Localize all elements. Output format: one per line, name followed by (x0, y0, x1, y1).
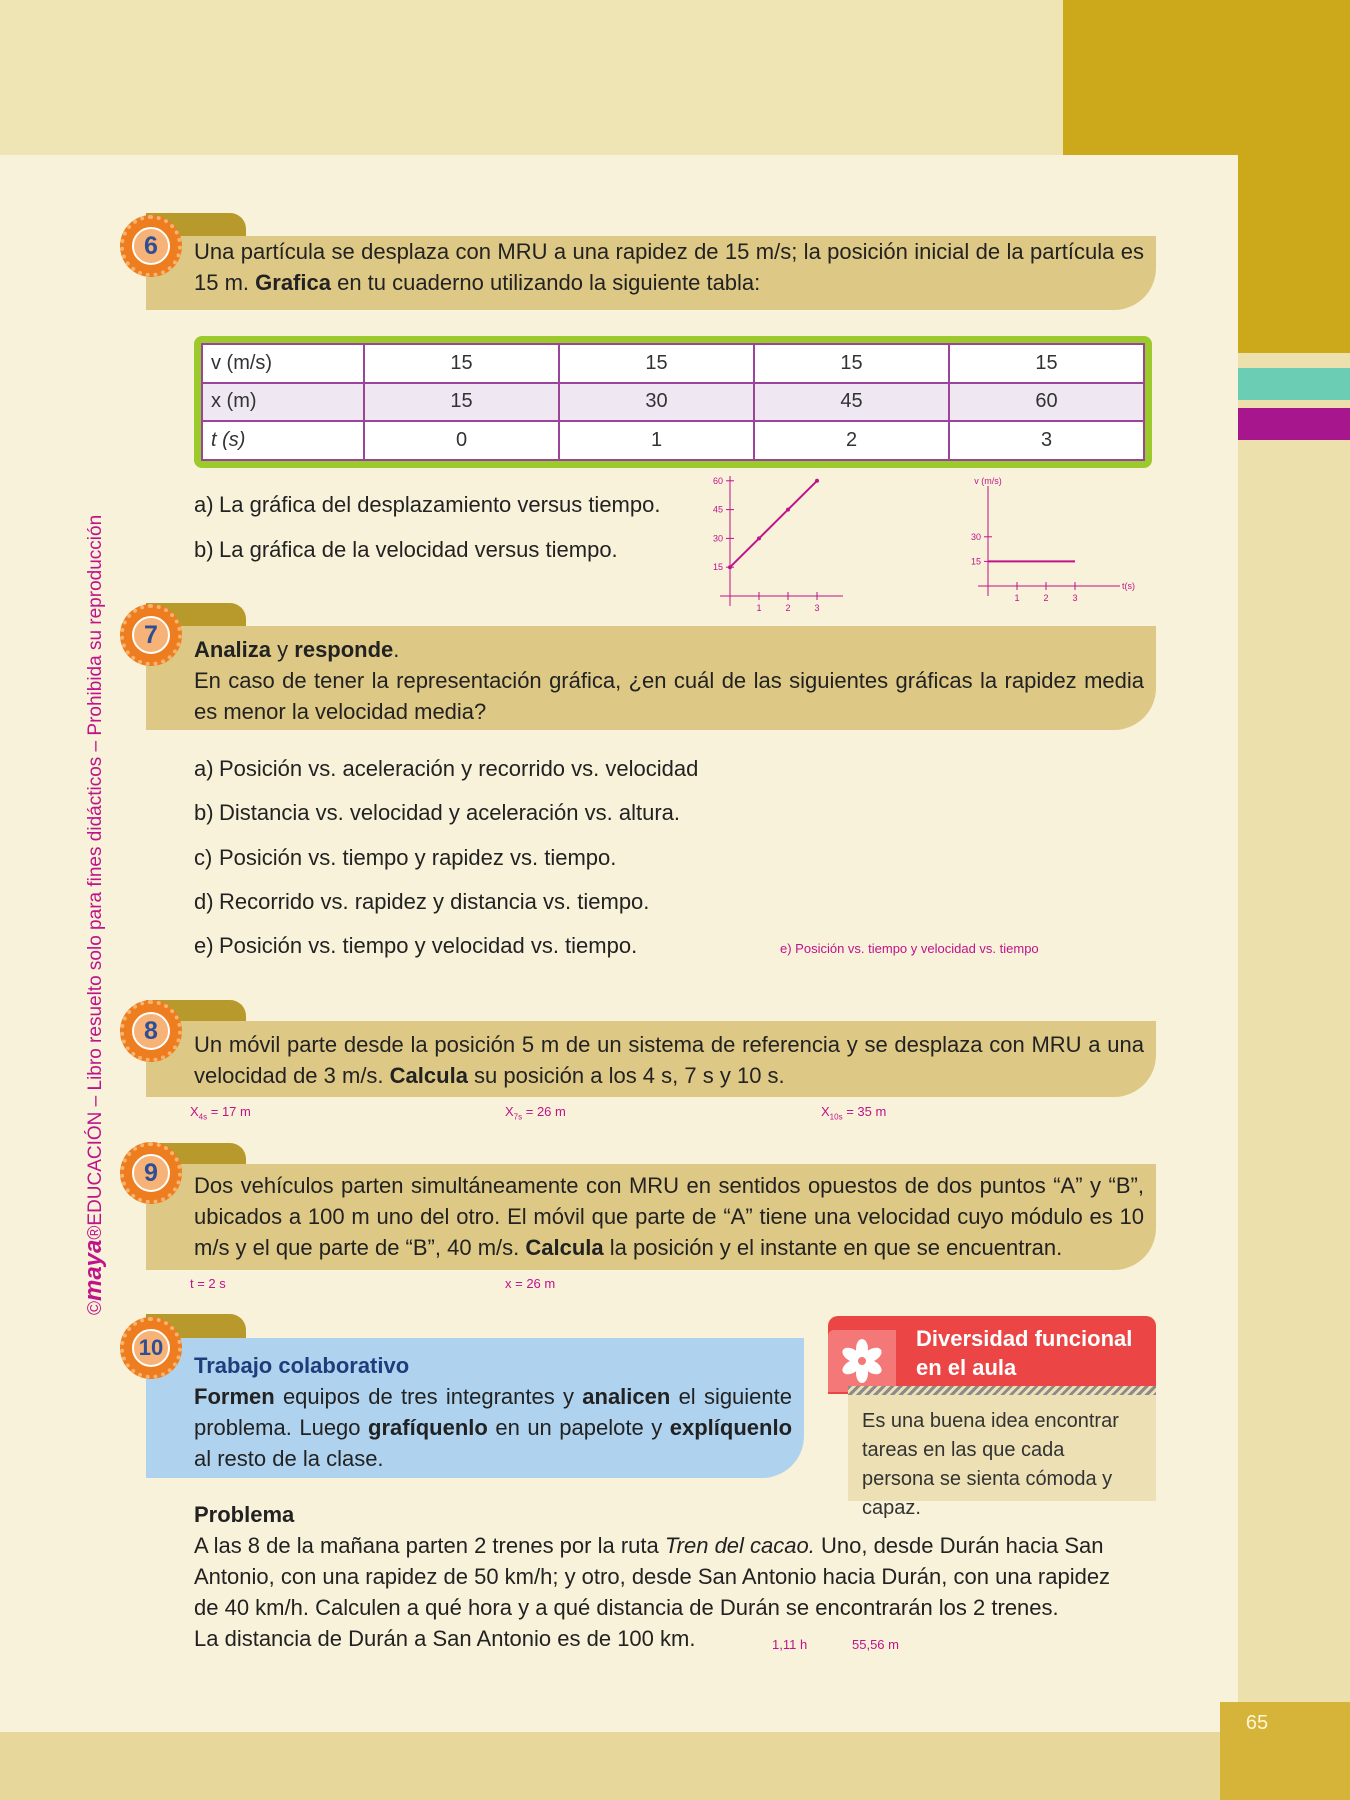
problem-answer-distance: 55,56 m (852, 1637, 899, 1652)
diversity-title: Diversidad funcional en el aula (916, 1326, 1133, 1380)
problem-title: Problema (194, 1502, 295, 1527)
q8-number: 8 (132, 1012, 170, 1050)
q7-number: 7 (132, 616, 170, 654)
table-row (202, 421, 1144, 460)
table-cell: t (s) (202, 421, 364, 460)
q8-answer-7s: $X_{7s} = 26$ m (505, 1104, 566, 1122)
q8-number-badge (120, 1000, 182, 1062)
table-cell: 0 (364, 421, 559, 460)
q10-instructions: Formen equipos de tres integrantes y analicen el siguiente problema. Luego grafíquenlo en un papelote y explíquenlo al resto de la clase. (194, 1384, 793, 1471)
zigzag-divider (848, 1386, 1156, 1395)
data-point (728, 565, 732, 569)
magenta-tab-marker (1238, 408, 1350, 440)
q7-answer: e) Posición vs. tiempo y velocidad vs. tiempo (780, 941, 1039, 956)
diversity-body: Es una buena idea encontrar tareas en las que cada persona se sienta cómoda y capaz. (848, 1395, 1156, 1501)
problem-line: de 40 km/h. Calculen a qué hora y a qué distancia de Durán se encontrarán los 2 trenes. (194, 1595, 1059, 1620)
q10-collaborative-box (146, 1338, 804, 1478)
copyright-symbol: © (85, 1301, 106, 1315)
q10-number: 10 (132, 1329, 170, 1367)
table-cell: 1 (559, 421, 754, 460)
q6-item-b: b) La gráfica de la velocidad versus tiempo. (194, 537, 618, 562)
table-cell: 15 (949, 344, 1144, 383)
data-table-frame (194, 336, 1152, 468)
copyright-notice: ®EDUCACIÓN – Libro resuelto solo para fines didácticos – Prohibida su reproducción (85, 514, 106, 1240)
table-cell: 45 (754, 383, 949, 422)
q7-option-b: b) Distancia vs. velocidad y aceleración vs. altura. (194, 800, 680, 825)
q7-option-a: a) Posición vs. aceleración y recorrido vs. velocidad (194, 756, 699, 781)
velocity-time-chart (945, 470, 1145, 620)
copyright-sidebar (80, 485, 108, 1315)
problem-line: Antonio, con una rapidez de 50 km/h; y otro, desde San Antonio hacia Durán, con una rapidez (194, 1564, 1111, 1589)
x-tick-label: 2 (785, 603, 791, 613)
q8-answer-10s: $X_{10s} = 35$ m (821, 1104, 887, 1122)
y-tick-label: 30 (970, 531, 981, 542)
table-cell: 3 (949, 421, 1144, 460)
data-point (786, 508, 790, 512)
x-tick-label: 1 (756, 603, 762, 613)
q8-statement: Un móvil parte desde la posición 5 m de un sistema de referencia y se desplaza con MRU a una velocidad de 3 m/s. Calcula su posición a los 4 s, 7 s y 10 s. (146, 1021, 1156, 1097)
y-axis-label: v (m/s) (974, 476, 1002, 486)
right-margin-strip (1238, 353, 1350, 1703)
q7-number-badge (120, 604, 182, 666)
table-cell: 15 (559, 344, 754, 383)
table-cell: 15 (754, 344, 949, 383)
problem-answer-time: 1,11 h (772, 1637, 808, 1652)
x-axis-label: t(s) (1122, 581, 1135, 591)
data-point (815, 479, 819, 483)
x-tick-label: 3 (1072, 593, 1078, 603)
problem-line: La distancia de Durán a San Antonio es de 100 km. (194, 1626, 696, 1651)
q7-option-c: c) Posición vs. tiempo y rapidez vs. tiempo. (194, 845, 617, 870)
table-cell: 15 (364, 383, 559, 422)
q6-statement: Una partícula se desplaza con MRU a una rapidez de 15 m/s; la posición inicial de la partícula es 15 m. Grafica en tu cuaderno utilizando la siguiente tabla: (146, 236, 1156, 310)
data-table (201, 343, 1145, 461)
table-cell: 15 (364, 344, 559, 383)
q9-number-badge (120, 1142, 182, 1204)
q9-answer-time: t = 2 s (190, 1276, 226, 1291)
x-tick-label: 1 (1014, 593, 1020, 603)
y-tick-label: 30 (712, 533, 723, 544)
q6-number-badge (120, 215, 182, 277)
problem-line: A las 8 de la mañana parten 2 trenes por la ruta Tren del cacao. Uno, desde Durán hacia San (194, 1533, 1104, 1558)
q7-option-d: d) Recorrido vs. rapidez y distancia vs. tiempo. (194, 889, 650, 914)
series-line (730, 481, 817, 567)
table-row (202, 383, 1144, 422)
asterisk-flower-icon (828, 1330, 896, 1392)
q9-answer-position: x = 26 m (505, 1276, 556, 1291)
data-point (757, 536, 761, 540)
y-tick-label: 60 (712, 475, 723, 486)
y-tick-label: 15 (970, 556, 981, 567)
diversity-header (828, 1316, 1156, 1394)
table-cell: 2 (754, 421, 949, 460)
table-row (202, 344, 1144, 383)
table-cell: v (m/s) (202, 344, 364, 383)
x-tick-label: 2 (1043, 593, 1049, 603)
q7-option-e: e) Posición vs. tiempo y velocidad vs. tiempo. (194, 933, 638, 958)
teal-tab-marker (1238, 368, 1350, 400)
q8-answer-4s: $X_{4s} = 17$ m (190, 1104, 251, 1122)
table-cell: x (m) (202, 383, 364, 422)
y-tick-label: 15 (712, 562, 723, 573)
x-tick-label: 3 (814, 603, 820, 613)
q7-statement: Analiza y responde. En caso de tener la representación gráfica, ¿en cuál de las siguientes gráficas la rapidez media es menor la velocidad media? (146, 626, 1156, 730)
table-cell: 30 (559, 383, 754, 422)
bottom-band (0, 1732, 1350, 1800)
position-time-chart (700, 470, 860, 620)
q10-number-badge (120, 1317, 182, 1379)
table-cell: 60 (949, 383, 1144, 422)
q9-number: 9 (132, 1154, 170, 1192)
q6-number: 6 (132, 227, 170, 265)
q10-title: Trabajo colaborativo (194, 1353, 410, 1378)
brand-logo: maya (80, 1239, 107, 1301)
q9-statement: Dos vehículos parten simultáneamente con MRU en sentidos opuestos de dos puntos “A” y “B”, ubicados a 100 m uno del otro. El móvil que parte de “A” tiene una velocidad cuyo módulo es 10 m/s y el que parte de “B”, 40 m/s. Calcula la posición y el instante en que se encuentran. (146, 1164, 1156, 1270)
y-tick-label: 45 (712, 504, 723, 515)
page-number: 65 (1245, 1712, 1269, 1734)
q6-item-a: a) La gráfica del desplazamiento versus tiempo. (194, 492, 661, 517)
